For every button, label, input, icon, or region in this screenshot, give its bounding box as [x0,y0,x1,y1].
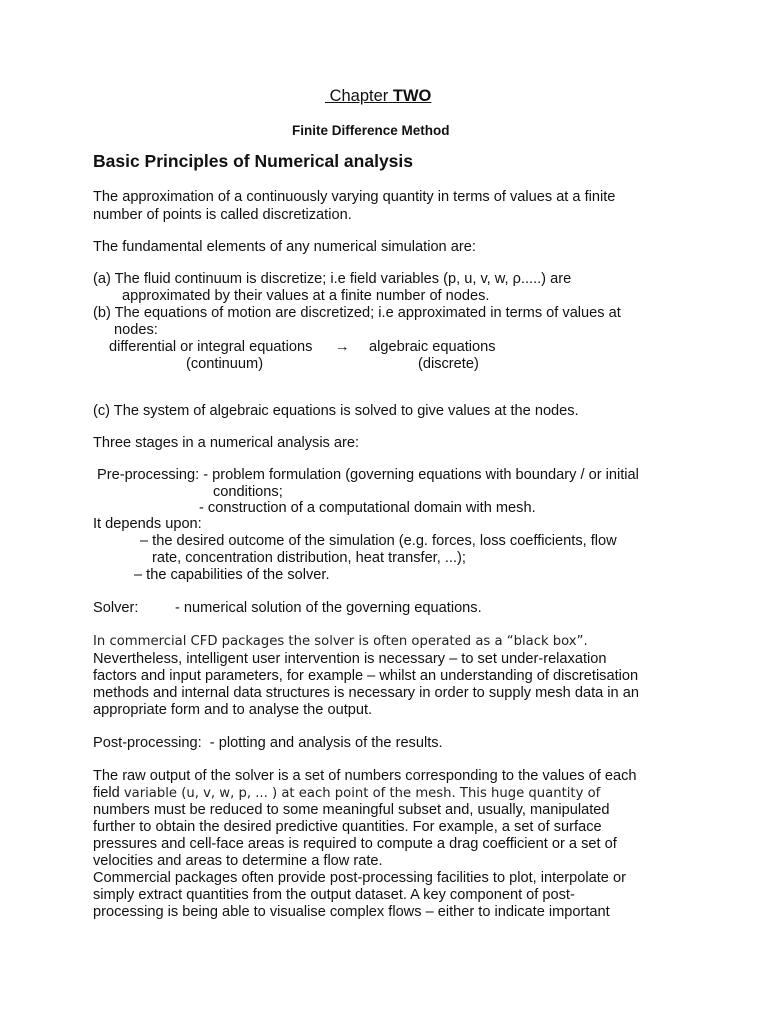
mapping-from-note: (continuum) [186,356,264,372]
paragraph-line: numbers must be reduced to some meaningful subset and, usually, manipulated [93,802,610,818]
paragraph-line: number of points is called discretization. [93,207,352,223]
paragraph-line: Nevertheless, intelligent user intervention is necessary – to set under-relaxation [93,651,607,667]
preprocessing-line: conditions; [213,484,283,500]
paragraph-line: methods and internal data structures is necessary in order to supply mesh data in an [93,685,639,701]
paragraph-line: processing is being able to visualise complex flows – either to indicate important [93,904,610,920]
postprocessing-line: Post-processing: - plotting and analysis of the results. [93,735,443,751]
paragraph-line: The approximation of a continuously varying quantity in terms of values at a finite [93,189,616,205]
paragraph-line: pressures and cell-face areas is required to compute a drag coefficient or a set of [93,836,617,852]
paragraph-line: The raw output of the solver is a set of numbers corresponding to the values of each [93,768,637,784]
depends-item-cont: rate, concentration distribution, heat transfer, ...); [152,550,466,566]
mapping-to-note: (discrete) [418,356,479,372]
subtitle: Finite Difference Method [292,123,450,138]
paragraph-line: simply extract quantities from the output dataset. A key component of post- [93,887,575,903]
depends-item: – the capabilities of the solver. [134,567,330,583]
section-heading: Basic Principles of Numerical analysis [93,151,414,171]
preprocessing-line: Pre-processing: - problem formulation (governing equations with boundary / or initial [97,467,639,483]
preprocessing-line: - construction of a computational domain with mesh. [199,500,536,516]
paragraph-line: In commercial CFD packages the solver is often operated as a “black box”. [93,634,588,649]
list-item-a: (a) The fluid continuum is discretize; i.e field variables (p, u, v, w, ρ.....) are [93,271,572,287]
paragraph-line: The fundamental elements of any numerical simulation are: [93,239,476,255]
list-item-b-cont: nodes: [114,322,158,338]
paragraph-line: field variable (u, v, w, p, ... ) at each point of the mesh. This huge quantity of [93,785,601,801]
paragraph-line: velocities and areas to determine a flow rate. [93,853,383,869]
solver-label: Solver: [93,600,139,616]
mapping-to: algebraic equations [369,339,496,355]
list-item-b: (b) The equations of motion are discretized; i.e approximated in terms of values at [93,305,621,321]
list-item-c: (c) The system of algebraic equations is solved to give values at the nodes. [93,403,579,419]
list-item-a-cont: approximated by their values at a finite number of nodes. [122,288,490,304]
arrow-right-icon: → [335,339,350,355]
paragraph-line: appropriate form and to analyse the output. [93,702,373,718]
paragraph-line: further to obtain the desired predictive quantities. For example, a set of surface [93,819,602,835]
chapter-title: Chapter TWO [325,87,432,105]
paragraph-line: Three stages in a numerical analysis are: [93,435,360,451]
solver-text: - numerical solution of the governing equations. [175,600,482,616]
mapping-from: differential or integral equations [109,339,313,355]
depends-label: It depends upon: [93,516,202,532]
paragraph-line: factors and input parameters, for example – whilst an understanding of discretisation [93,668,639,684]
depends-item: – the desired outcome of the simulation (e.g. forces, loss coefficients, flow [140,533,617,549]
paragraph-line: Commercial packages often provide post-processing facilities to plot, interpolate or [93,870,626,886]
